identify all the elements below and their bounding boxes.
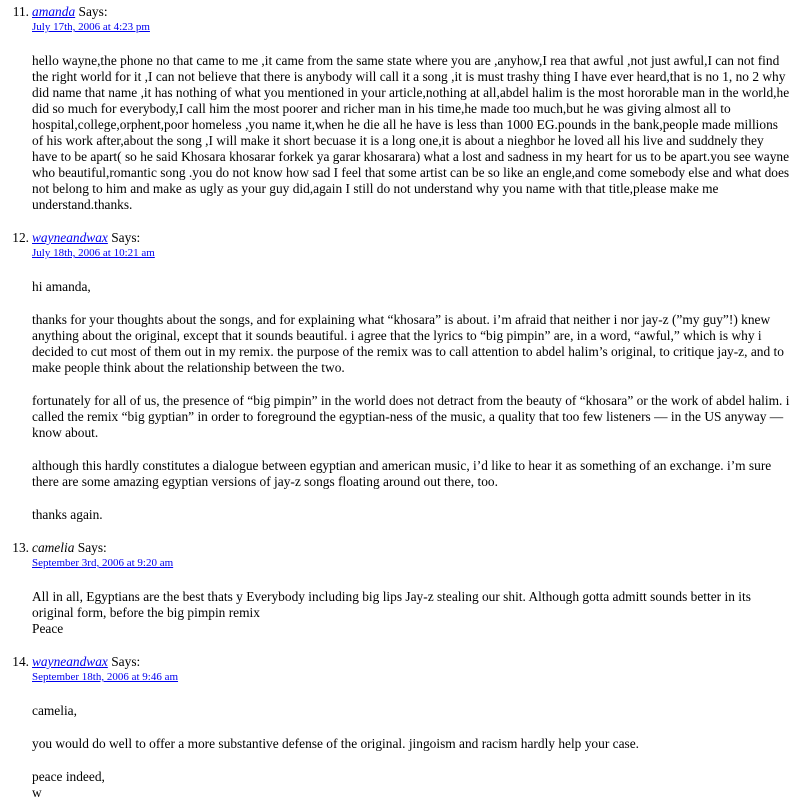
comment-paragraph: thanks for your thoughts about the songs, and for explaining what “khosara” is about. i’m afraid that neither i nor jay-z (”my guy”!) knew anything about the original, except that it sounds beautiful. i agree that the lyrics to “big pimpin” are, in a word, “awful,” which is why i decided to cut most of them out in my remix. the purpose of the remix was to call attention to abdel halim’s original, to critique jay-z, and to make people think about the relationship between the two. [32, 312, 784, 375]
comment-paragraph: hello wayne,the phone no that came to me ,it came from the same state where you are ,anyhow,I rea that awful ,not just awful,I can not find the right world for it ,I can not believe that there is anybody will call it a song ,it is must trashy thing I have ever heard,that is no 1, no 2 why did name that name ,it has nothing of what you mentioned in your article,nothing at all,abdel halim is the most hororable man in the world,he did so much for everybody,I call him the most poorer and richer man in his time,he made too much,but he was giving almost all to hospital,college,orphent,poor homeless ,you name it,when he die all he have is less than 1000 EG.pounds in the bank,people made millions of his work after,about the song ,I will make it short becuase it is a long one,it is about a nieghbor he loved all his live and suddnely they have to be apart( so he said Khosara khosarar forkek ya garar khosarara) what a lost and sadness in my heart for us to be apart.you see wayne who beautiful,romantic song .you do not know how sad I feel that some artist can be so like an engle,and come somebody else and what does not belong to him and make as ugly as your guy did,again I still do not understand why you name with that title,please make me understand.thanks. [32, 53, 790, 212]
comment-item [5, 230, 792, 523]
comment-body [32, 279, 792, 523]
comment-paragraph: peace indeed, w [32, 769, 105, 800]
comment-body [32, 589, 792, 637]
comment-permalink[interactable]: July 18th, 2006 at 10:21 am [32, 247, 155, 259]
comment-item [5, 654, 792, 801]
comment-number: 12. [12, 230, 29, 245]
comment-paragraph: thanks again. [32, 507, 103, 522]
comment-header [32, 4, 792, 34]
comment-number: 14. [12, 654, 29, 669]
comment-permalink[interactable]: September 3rd, 2006 at 9:20 am [32, 557, 174, 569]
comment-body [32, 53, 792, 213]
comment-paragraph: camelia, [32, 703, 77, 718]
comment-author-link[interactable]: amanda [32, 4, 76, 19]
comment-header [32, 230, 792, 260]
comment-paragraph: All in all, Egyptians are the best thats y Everybody including big lips Jay-z stealing our shit. Although gotta admitt sounds better in its original form, before the big pimpin remix Peace [32, 589, 751, 636]
comment-paragraph: although this hardly constitutes a dialogue between egyptian and american music, i’d like to hear it as something of an exchange. i’m sure there are some amazing egyptian versions of jay-z songs floating around out there, too. [32, 458, 772, 489]
comment-header [32, 540, 792, 570]
says-label: Says: [77, 540, 107, 555]
comment-header [32, 654, 792, 684]
comment-author-link[interactable]: wayneandwax [32, 230, 108, 245]
comment-body [32, 703, 792, 801]
says-label: Says: [78, 4, 108, 19]
comment-author-link[interactable]: wayneandwax [32, 654, 108, 669]
comment-paragraph: fortunately for all of us, the presence of “big pimpin” in the world does not detract from the beauty of “khosara” or the work of abdel halim. i called the remix “big gyptian” in order to foreground the egyptian-ness of the music, a quality that too few listeners — in the US anyway — know about. [32, 393, 790, 440]
comment-number: 11. [12, 4, 29, 19]
comment-author: camelia [32, 540, 75, 555]
says-label: Says: [111, 654, 141, 669]
says-label: Says: [111, 230, 141, 245]
comment-paragraph: hi amanda, [32, 279, 91, 294]
comment-paragraph: you would do well to offer a more substantive defense of the original. jingoism and racism hardly help your case. [32, 736, 640, 751]
comment-number: 13. [12, 540, 29, 555]
comment-permalink[interactable]: July 17th, 2006 at 4:23 pm [32, 21, 150, 33]
comment-item [5, 540, 792, 637]
comment-item [5, 4, 792, 213]
comment-permalink[interactable]: September 18th, 2006 at 9:46 am [32, 671, 179, 683]
